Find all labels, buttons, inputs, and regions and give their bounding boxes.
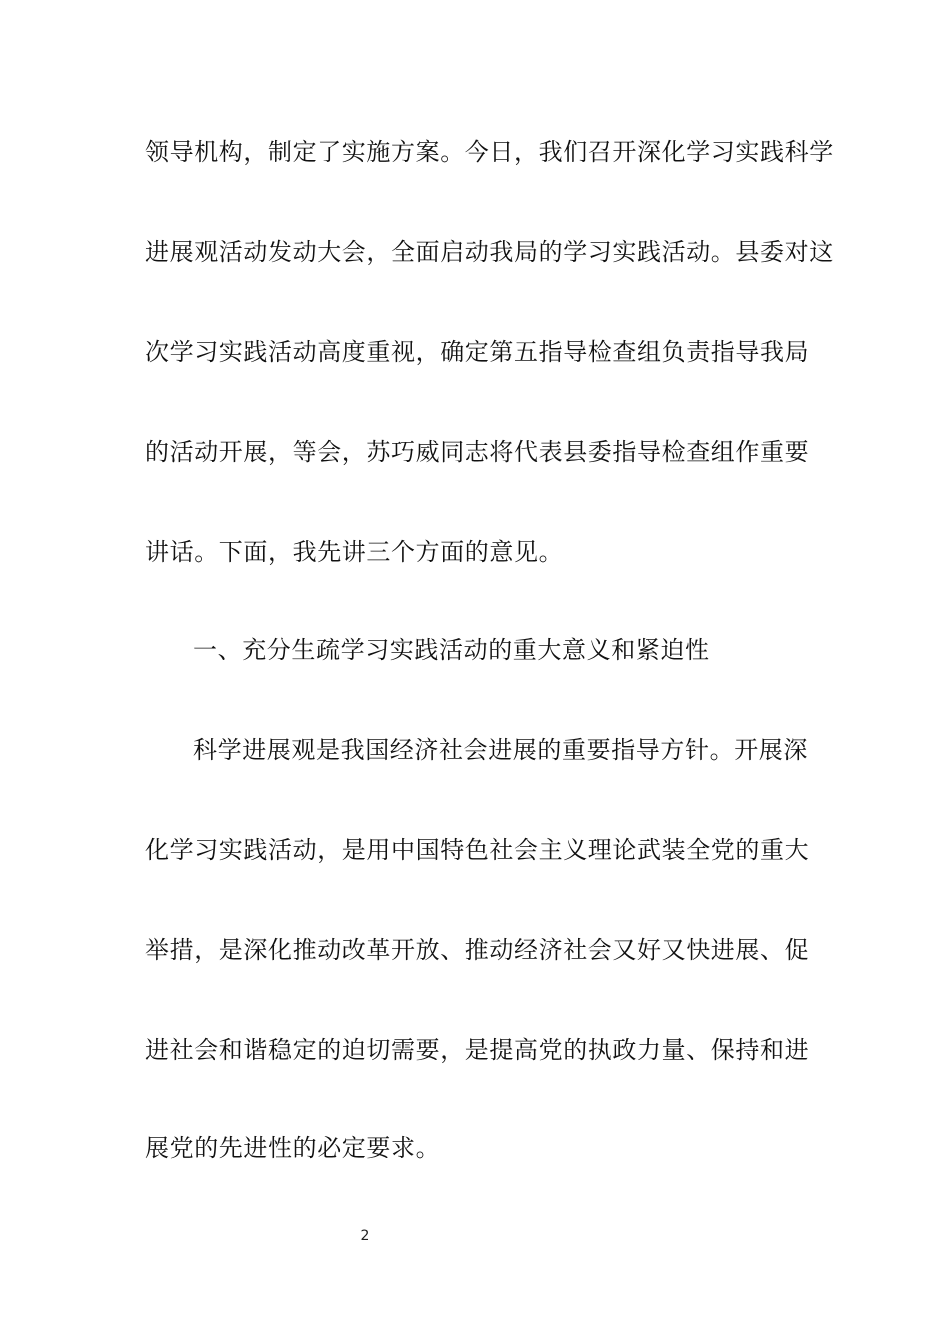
page-number: 2 (360, 1228, 370, 1244)
paragraph-line: 举措，是深化推动改革开放、推动经济社会又好又快进展、促 (145, 936, 810, 964)
paragraph-line: 讲话。下面，我先讲三个方面的意见。 (145, 538, 564, 566)
paragraph-line: 进社会和谐稳定的迫切需要，是提高党的执政力量、保持和进 (145, 1036, 810, 1064)
paragraph-line: 化学习实践活动，是用中国特色社会主义理论武装全党的重大 (145, 836, 810, 864)
paragraph-line: 展党的先进性的必定要求。 (145, 1134, 441, 1162)
paragraph-line: 进展观活动发动大会，全面启动我局的学习实践活动。县委对这 (145, 238, 834, 266)
paragraph-line: 领导机构，制定了实施方案。今日，我们召开深化学习实践科学 (145, 138, 834, 166)
section-heading: 一、充分生疏学习实践活动的重大意义和紧迫性 (193, 636, 710, 664)
paragraph-line: 次学习实践活动高度重视，确定第五指导检查组负责指导我局 (145, 338, 810, 366)
paragraph-line: 科学进展观是我国经济社会进展的重要指导方针。开展深 (193, 736, 808, 764)
paragraph-line: 的活动开展，等会，苏巧威同志将代表县委指导检查组作重要 (145, 438, 810, 466)
